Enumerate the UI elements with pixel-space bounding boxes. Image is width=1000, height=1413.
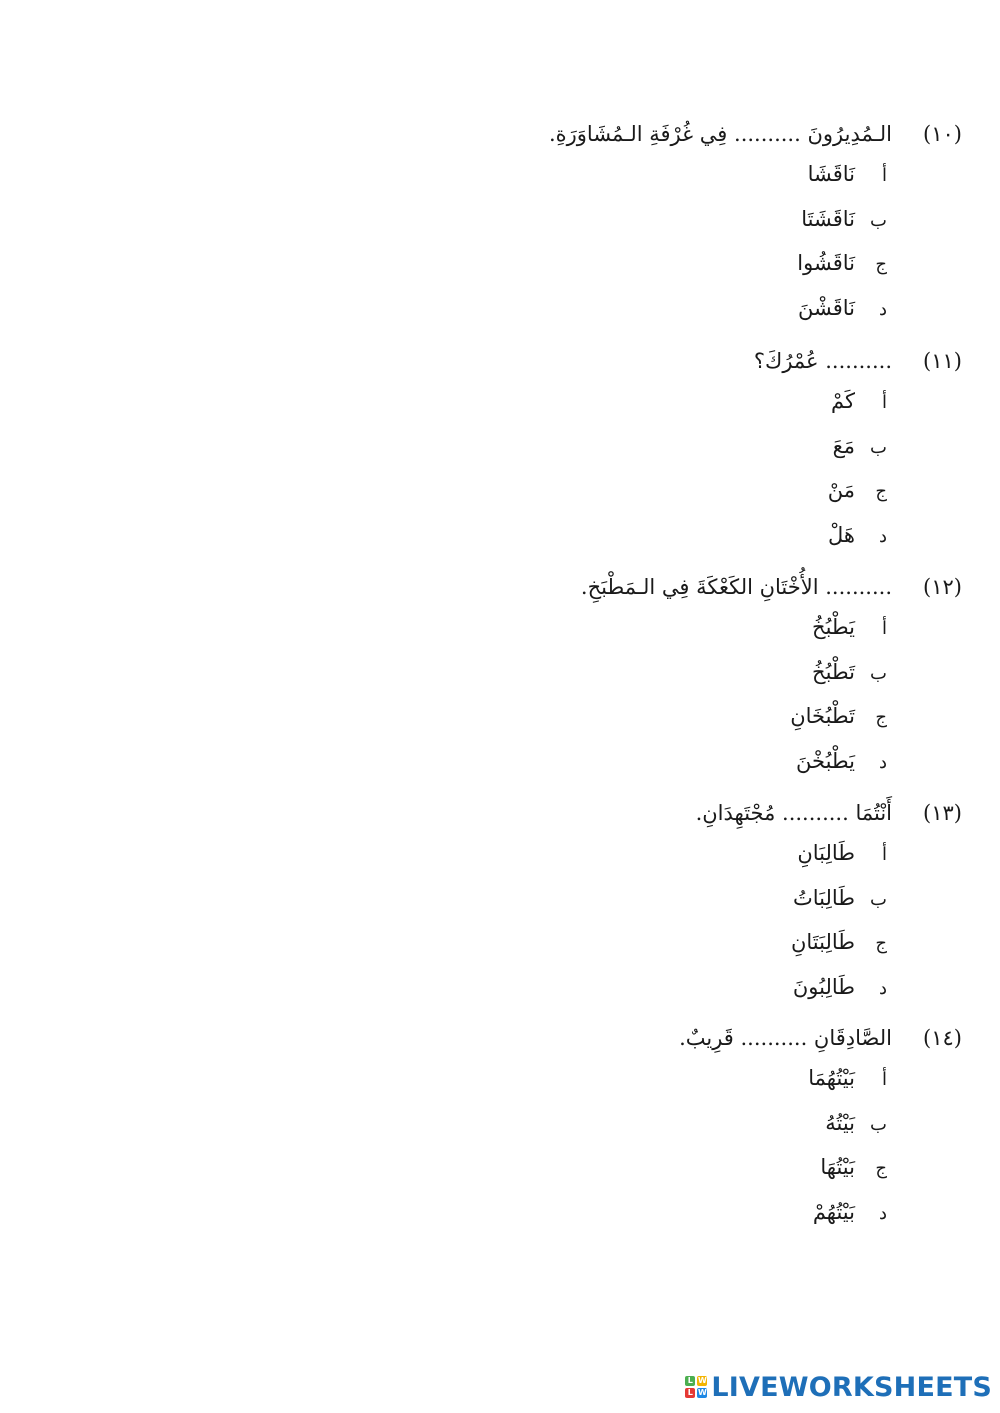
option-text: يَطْبُخُ — [812, 615, 855, 639]
option-text: طَالِبَتَانِ — [790, 930, 855, 955]
option-text: نَاقَشَا — [807, 162, 855, 186]
option-text: نَاقَشُوا — [797, 251, 855, 276]
question-text: .......... عُمْرُكَ؟ — [753, 349, 892, 373]
question-number: (١٤) — [923, 1026, 962, 1050]
question-text: الـمُدِيرُونَ .......... فِي غُرْفَةِ الـمُشَاوَرَةِ. — [548, 122, 892, 146]
logo-text: LIVEWORKSHEETS — [711, 1371, 992, 1403]
logo-mark-tile: L — [685, 1388, 695, 1398]
question-text: .......... الأُخْتَانِ الكَعْكَةَ فِي الـمَطْبَخِ. — [580, 575, 892, 599]
option-letter: د — [878, 978, 887, 1000]
option-letter: ج — [875, 1158, 887, 1180]
option-letter: ج — [875, 933, 887, 955]
option-text: طَالِبُونَ — [792, 975, 855, 1000]
option-letter: أ — [881, 618, 887, 639]
option-c[interactable] — [492, 1155, 962, 1200]
option-letter: ج — [875, 707, 887, 729]
question-number: (١٢) — [923, 575, 962, 599]
question-12 — [492, 575, 962, 794]
option-text: تَطْبُخُ — [812, 659, 855, 684]
option-text: تَطْبُخَانِ — [790, 704, 855, 729]
option-letter: د — [878, 1203, 887, 1225]
question-13 — [492, 801, 962, 1020]
logo-mark-tile: W — [697, 1388, 707, 1397]
option-text: يَطْبُخْنَ — [796, 749, 855, 774]
option-a[interactable] — [492, 841, 962, 886]
option-letter: ج — [875, 481, 887, 503]
question-number: (١١) — [923, 349, 962, 373]
option-a[interactable] — [492, 1066, 962, 1111]
question-text: أَنْتُمَا .......... مُجْتَهِدَانِ. — [695, 801, 892, 825]
question-14 — [492, 1026, 962, 1245]
option-d[interactable] — [492, 749, 962, 794]
option-letter: أ — [881, 1069, 887, 1090]
option-a[interactable] — [492, 389, 962, 434]
option-text: بَيْتُهَا — [820, 1155, 855, 1180]
option-c[interactable] — [492, 251, 962, 296]
question-line — [492, 575, 962, 615]
option-letter: د — [878, 752, 887, 774]
question-number: (١٣) — [923, 801, 962, 825]
option-b[interactable] — [492, 886, 962, 931]
option-b[interactable] — [492, 434, 962, 479]
option-letter: أ — [881, 844, 887, 865]
option-text: بَيْتُهُمَا — [808, 1066, 855, 1090]
option-b[interactable] — [492, 660, 962, 705]
option-letter: ب — [870, 209, 887, 231]
option-d[interactable] — [492, 975, 962, 1020]
option-text: بَيْتُهُمْ — [812, 1200, 855, 1225]
option-text: كَمْ — [831, 389, 855, 413]
option-text: نَاقَشْنَ — [797, 296, 855, 321]
question-10 — [492, 122, 962, 341]
option-letter: أ — [881, 165, 887, 186]
option-letter: ب — [870, 888, 887, 910]
option-text: مَعَ — [832, 433, 855, 458]
option-text: هَلْ — [828, 523, 855, 548]
option-text: بَيْتُهُ — [825, 1110, 855, 1135]
question-text: الصَّادِقَانِ .......... قَرِيبٌ. — [679, 1026, 892, 1050]
option-text: طَالِبَانِ — [797, 841, 855, 865]
option-letter: د — [878, 299, 887, 321]
option-a[interactable] — [492, 615, 962, 660]
liveworksheets-logo[interactable] — [685, 1369, 992, 1405]
option-text: مَنْ — [827, 478, 855, 503]
option-letter: ب — [870, 662, 887, 684]
question-line — [492, 801, 962, 841]
option-letter: ج — [875, 254, 887, 276]
question-number: (١٠) — [923, 122, 962, 146]
option-c[interactable] — [492, 478, 962, 523]
question-11 — [492, 349, 962, 568]
option-text: طَالِبَاتُ — [792, 885, 855, 910]
logo-mark-tile: W — [697, 1376, 707, 1385]
option-a[interactable] — [492, 162, 962, 207]
option-letter: د — [878, 526, 887, 548]
option-b[interactable] — [492, 207, 962, 252]
option-letter: أ — [881, 392, 887, 413]
option-b[interactable] — [492, 1111, 962, 1156]
logo-mark-tile: L — [685, 1376, 695, 1386]
option-c[interactable] — [492, 704, 962, 749]
logo-mark-icon — [685, 1376, 707, 1398]
option-c[interactable] — [492, 930, 962, 975]
option-letter: ب — [870, 436, 887, 458]
option-d[interactable] — [492, 1200, 962, 1245]
option-text: نَاقَشَتَا — [801, 206, 855, 231]
question-line — [492, 122, 962, 162]
question-line — [492, 349, 962, 389]
question-line — [492, 1026, 962, 1066]
option-letter: ب — [870, 1113, 887, 1135]
option-d[interactable] — [492, 296, 962, 341]
option-d[interactable] — [492, 523, 962, 568]
